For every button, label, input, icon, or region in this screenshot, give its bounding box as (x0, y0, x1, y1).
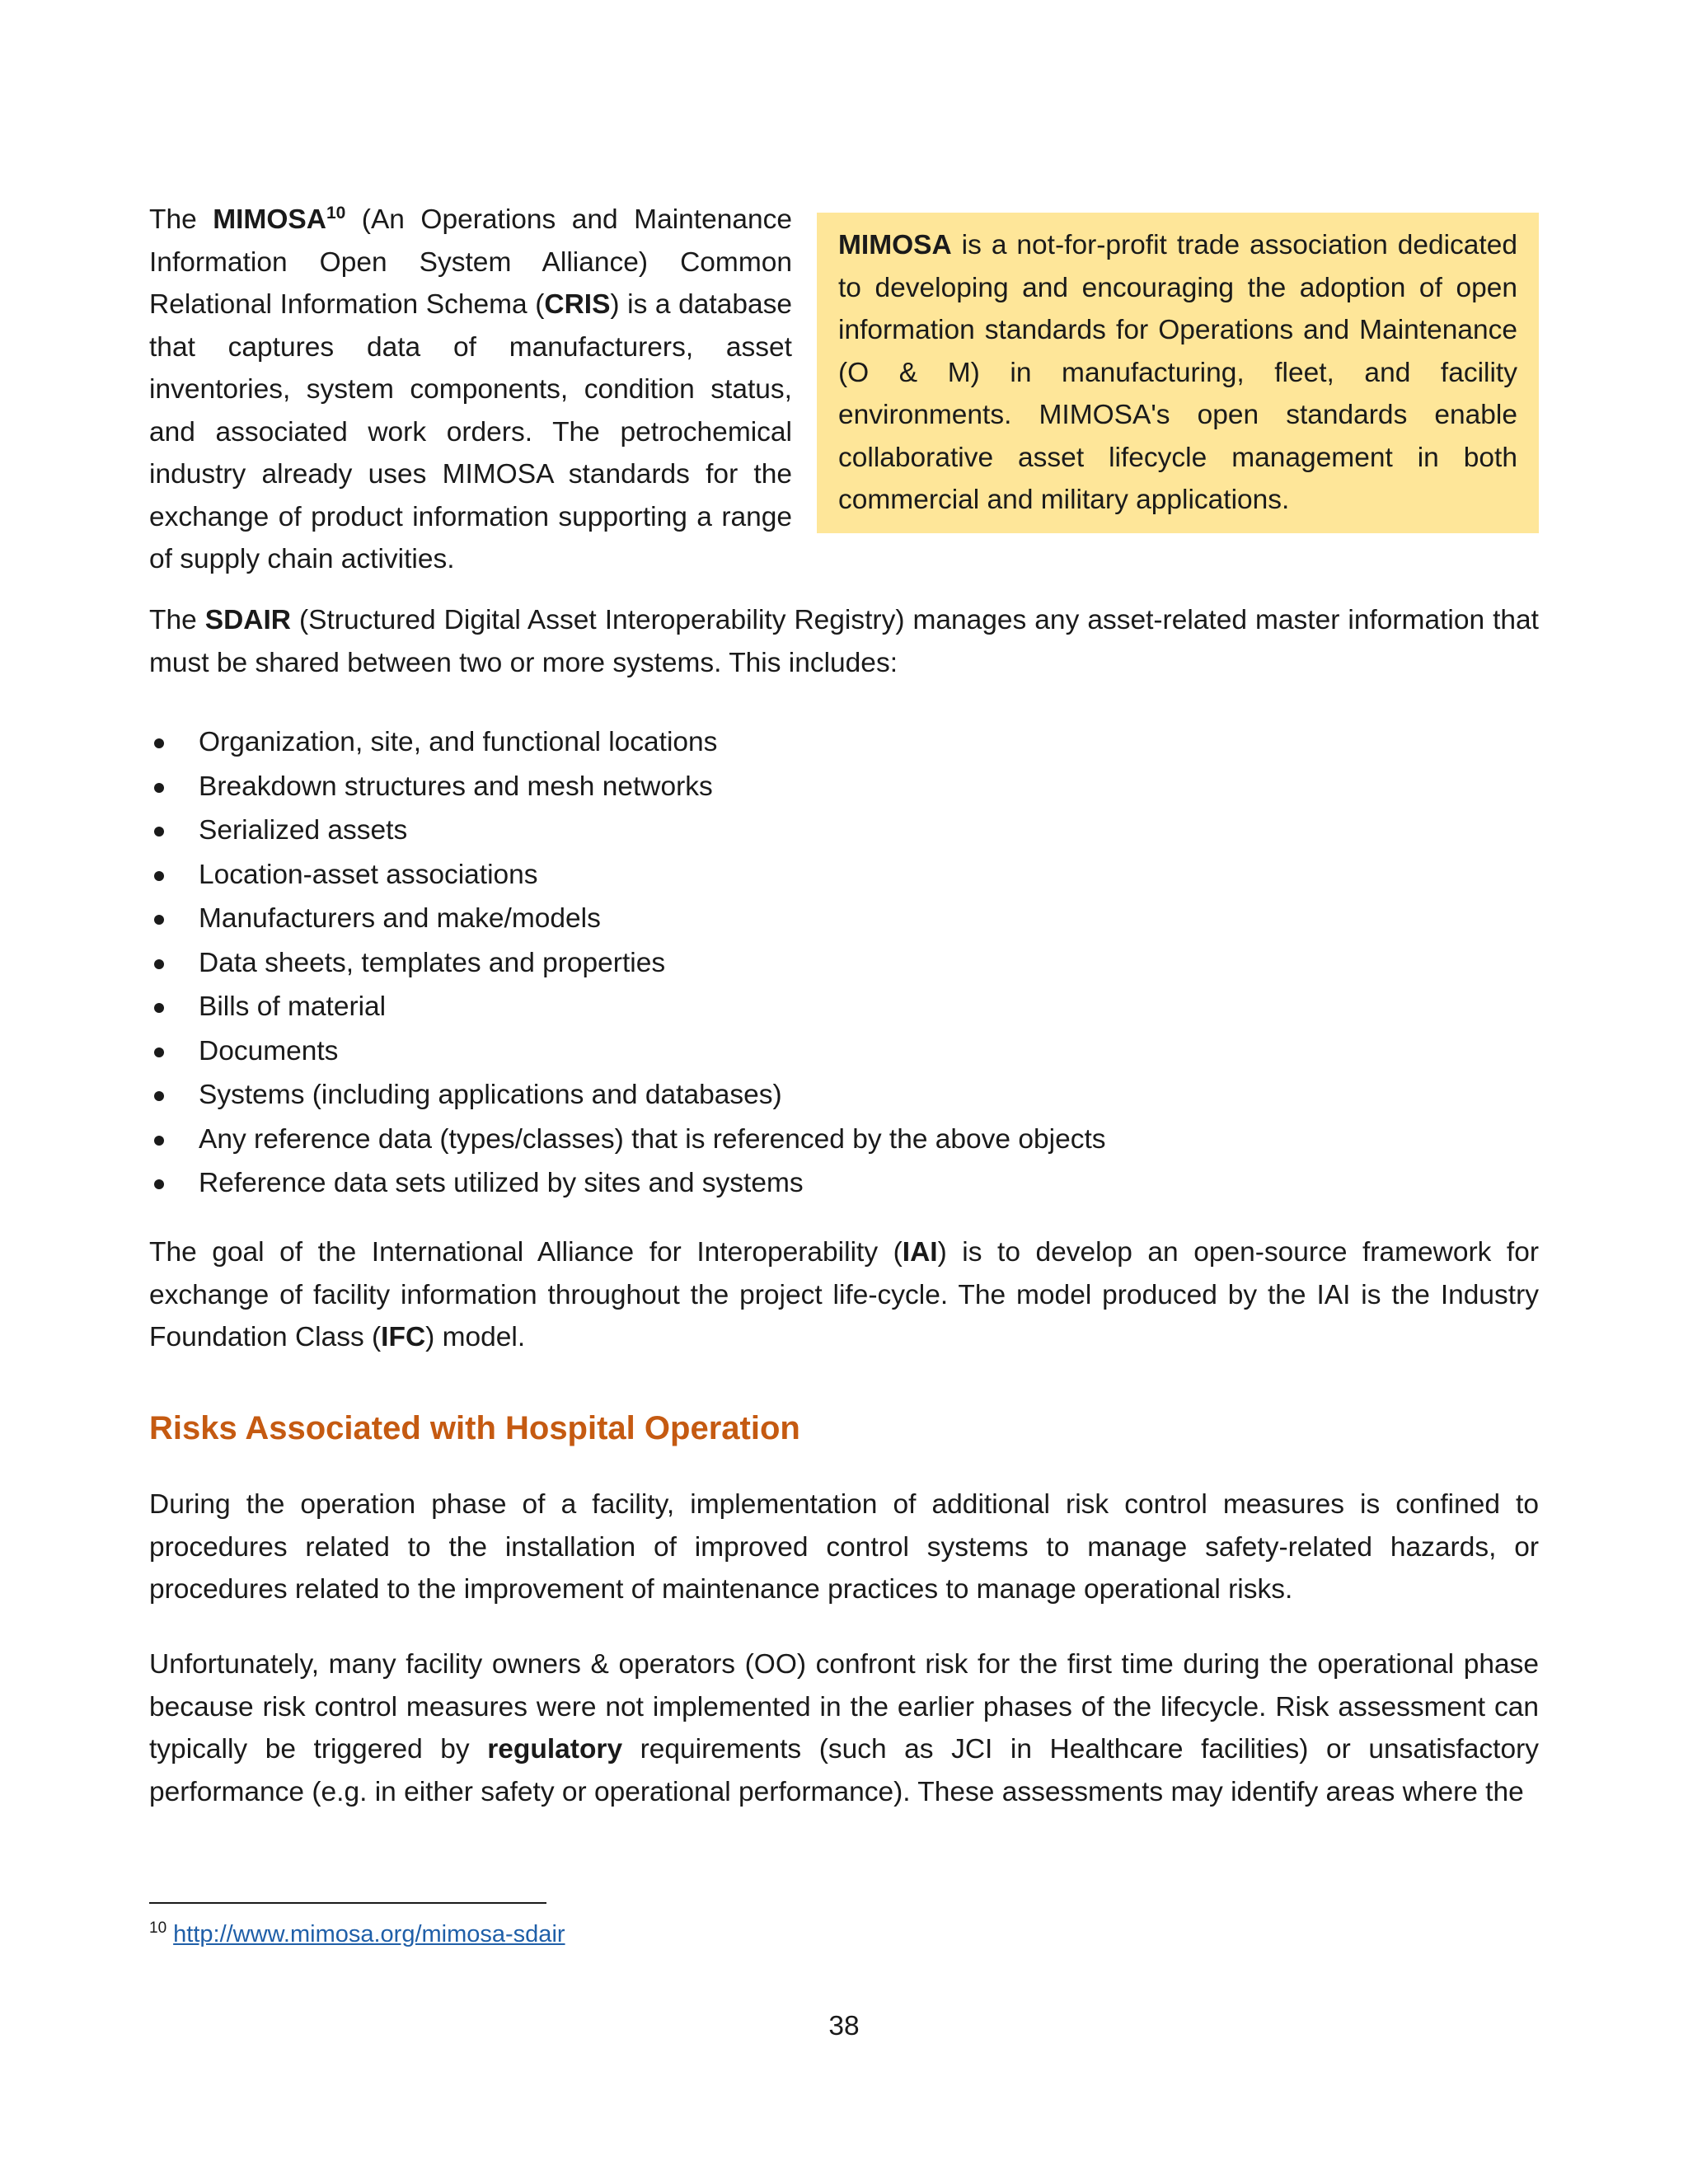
footnote (149, 1918, 565, 1951)
iai-paragraph (149, 1231, 1539, 1359)
list-item-text: Data sheets, templates and properties (199, 947, 666, 978)
list-item (149, 808, 1106, 853)
list-item-text: Breakdown structures and mesh networks (199, 771, 713, 802)
list-item-text: Reference data sets utilized by sites and systems (199, 1168, 804, 1198)
owners-operators-paragraph (149, 1643, 1539, 1813)
sdair-includes-list (149, 720, 1106, 1206)
list-item-text: Bills of material (199, 991, 387, 1022)
bullet-icon (154, 1003, 164, 1013)
term-iai: IAI (902, 1237, 938, 1268)
text-run: The (149, 605, 205, 635)
list-item (149, 720, 1106, 765)
term-cris: CRIS (544, 289, 611, 320)
list-item (149, 765, 1106, 809)
bullet-icon (154, 783, 164, 793)
sdair-paragraph (149, 599, 1539, 684)
list-item-text: Documents (199, 1035, 339, 1066)
section-heading: Risks Associated with Hospital Operation (149, 1410, 800, 1446)
bullet-icon (154, 959, 164, 969)
footnote-number: 10 (149, 1919, 167, 1938)
list-item (149, 1161, 1106, 1206)
list-item (149, 897, 1106, 941)
list-item (149, 941, 1106, 986)
bullet-icon (154, 1047, 164, 1057)
list-item (149, 985, 1106, 1029)
text-run: ) is a database that captures data of manufacturers, asset inventories, system components, condition status, and associated work orders. The petrochemical industry already uses MIMOSA standards for the exchange of product information supporting a range of supply chain activities. (149, 289, 792, 574)
term-regulatory: regulatory (487, 1734, 623, 1765)
list-item-text: Location-asset associations (199, 859, 538, 890)
list-item-text: Serialized assets (199, 815, 408, 846)
bullet-icon (154, 915, 164, 925)
bullet-icon (154, 738, 164, 748)
text-run: requirements (such as JCI in Healthcare facilities) or unsatisfactory performance (e.g. in either safety or operational performance). These assessments may identify areas where the (149, 1734, 1539, 1807)
term-mimosa: MIMOSA (838, 230, 952, 260)
list-item (149, 853, 1106, 898)
mimosa-callout-box (817, 213, 1539, 533)
text-run: ) is to develop an open-source framework for exchange of facility information throughout the project life-cycle. The model produced by the IAI is the Industry Foundation Class ( (149, 1237, 1540, 1352)
list-item (149, 1029, 1106, 1074)
list-item (149, 1073, 1106, 1118)
mimosa-intro-paragraph (149, 199, 792, 581)
text-run: The (149, 204, 213, 235)
bullet-icon (154, 1136, 164, 1146)
text-run: Unfortunately, many facility owners & operators (OO) confront risk for the first time during the operational phase because risk control measures were not implemented in the earlier phases of the lifecycle. Risk assessment can typically be triggered by (149, 1649, 1539, 1765)
text-run: is a not-for-profit trade association dedicated to developing and encouraging the adoption of open information standards for Operations and Maintenance (O & M) in manufacturing, fleet, and facility environments. MIMOSA's open standards enable collaborative asset lifecycle management in both commercial and military applications. (838, 230, 1517, 515)
list-item-text: Manufacturers and make/models (199, 903, 601, 934)
footnote-link[interactable]: http://www.mimosa.org/mimosa-sdair (173, 1921, 565, 1947)
bullet-icon (154, 1091, 164, 1101)
text-run: (An Operations and Maintenance Information Open System Alliance) Common Relational Information Schema ( (149, 204, 792, 320)
list-item-text: Any reference data (types/classes) that is referenced by the above objects (199, 1123, 1106, 1155)
term-mimosa: MIMOSA (213, 204, 326, 235)
bullet-icon (154, 1179, 164, 1189)
list-item-text: Organization, site, and functional locations (199, 727, 718, 757)
footnote-separator (149, 1902, 546, 1904)
bullet-icon (154, 871, 164, 881)
operation-phase-paragraph: During the operation phase of a facility, implementation of additional risk control measures is confined to procedures related to the installation of improved control systems to manage safety-related hazards, or procedures related to the improvement of maintenance practices to manage operational risks. (149, 1489, 1539, 1605)
list-item (149, 1118, 1106, 1162)
term-sdair: SDAIR (204, 605, 291, 635)
bullet-icon (154, 827, 164, 837)
text-run: The goal of the International Alliance for Interoperability ( (149, 1237, 903, 1268)
text-run: (Structured Digital Asset Interoperability Registry) manages any asset-related master information that must be shared between two or more systems. This includes: (149, 605, 1539, 678)
footnote-reference[interactable]: 10 (326, 203, 346, 223)
page-number: 38 (828, 2011, 860, 2041)
term-ifc: IFC (381, 1322, 426, 1352)
text-run: ) model. (425, 1322, 526, 1352)
list-item-text: Systems (including applications and databases) (199, 1080, 782, 1110)
